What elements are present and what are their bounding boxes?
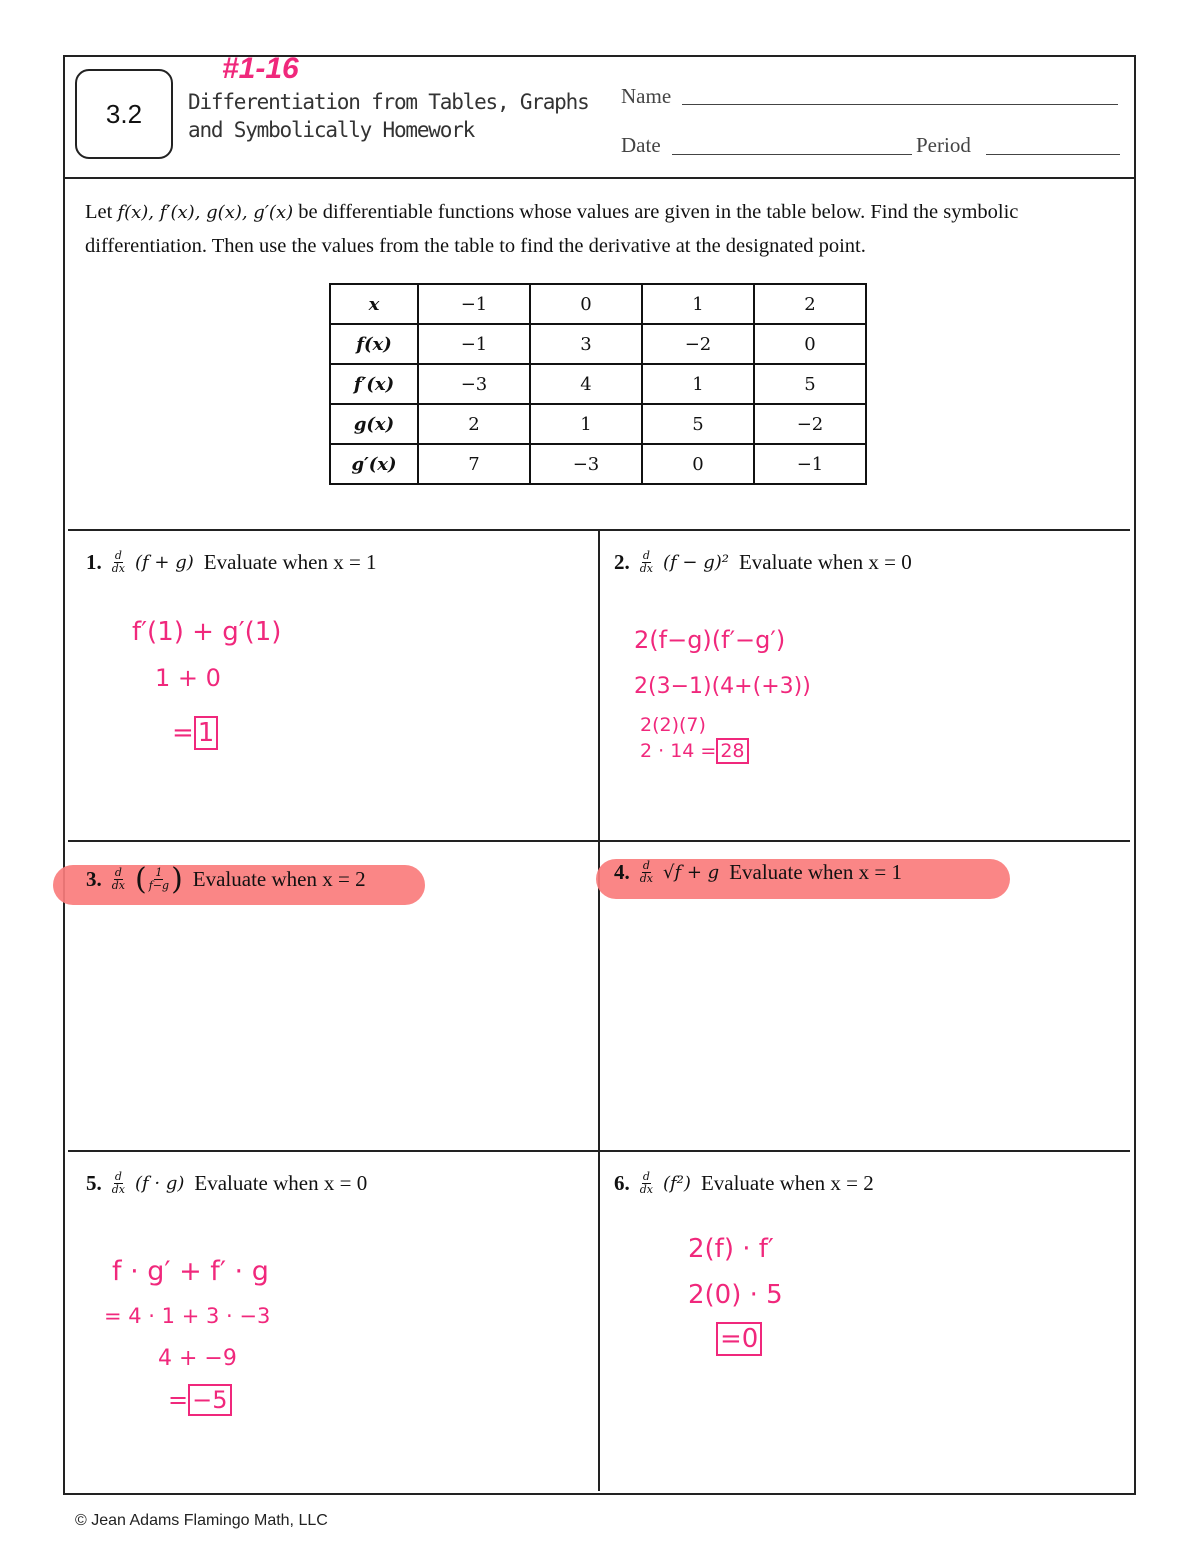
table-cell: −1 (418, 324, 530, 364)
work-line: f · g′ + f′ · g (112, 1256, 269, 1287)
problem-expression: (f + g) (135, 552, 194, 573)
problem-number: 2. (614, 550, 630, 574)
table-cell: 0 (642, 444, 754, 484)
work-line: = 1 (172, 718, 218, 748)
problem-3 (86, 862, 366, 897)
grid-line-vertical (598, 531, 600, 1491)
table-row (330, 444, 866, 484)
table-row (330, 284, 866, 324)
work-line: 4 + −9 (158, 1346, 237, 1371)
table-cell: 5 (754, 364, 866, 404)
problem-1 (86, 550, 377, 575)
intro-text-post: be differentiable functions whose values are given in the table below. Find the symbolic differentiation. Then use the values from the table to find the derivative at the designated point. (85, 201, 1019, 257)
table-cell: −1 (754, 444, 866, 484)
work-line: 2(3−1)(4+(+3)) (634, 674, 811, 699)
page-title (188, 88, 598, 144)
title-line-1: Differentiation from Tables, Graphs (188, 90, 589, 114)
title-line-2: and Symbolically Homework (188, 118, 475, 142)
period-label: Period (916, 133, 971, 157)
problem-4 (614, 860, 902, 885)
work-line: 2(2)(7) (640, 714, 706, 736)
assigned-problems-note: #1-16 (222, 52, 299, 85)
work-line: f′(1) + g′(1) (132, 617, 282, 647)
header-divider (63, 177, 1136, 179)
derivative-operator: $\frac{d}{dx}$ (111, 549, 125, 575)
work-line: 1 + 0 (155, 664, 221, 692)
derivative-operator: $\frac{d}{dx}$ (111, 866, 125, 892)
table-cell: −3 (418, 364, 530, 404)
answer-box: =0 (716, 1322, 762, 1356)
fraction-expression: $\frac{1}{f-g}$ (148, 866, 170, 892)
problem-number: 3. (86, 867, 102, 891)
name-label: Name (621, 84, 672, 108)
table-cell: −3 (530, 444, 642, 484)
problem-expression: (f · g) (135, 1173, 185, 1194)
table-cell: 2 (418, 404, 530, 444)
table-cell: −2 (754, 404, 866, 444)
intro-functions: f(x), f′(x), g(x), g′(x) (117, 202, 294, 223)
problem-expression: (f²) (663, 1173, 691, 1194)
work-line: 2 · 14 = 28 (640, 740, 749, 762)
evaluate-instruction: Evaluate when x = 2 (192, 867, 366, 891)
work-line: 2(f−g)(f′−g′) (634, 626, 786, 654)
table-cell: 5 (642, 404, 754, 444)
table-cell: −2 (642, 324, 754, 364)
work-line (716, 1324, 762, 1354)
section-number: 3.2 (75, 69, 173, 159)
derivative-operator: $\frac{d}{dx}$ (639, 1170, 653, 1196)
problem-number: 1. (86, 550, 102, 574)
problem-number: 6. (614, 1171, 630, 1195)
intro-text-pre: Let (85, 201, 118, 223)
table-cell: 3 (530, 324, 642, 364)
name-field[interactable] (682, 104, 1118, 105)
evaluate-instruction: Evaluate when x = 1 (729, 860, 902, 884)
problem-number: 5. (86, 1171, 102, 1195)
table-cell: 1 (642, 284, 754, 324)
values-table (329, 283, 867, 485)
problem-expression: √f + g (663, 862, 720, 883)
problem-expression: (f − g)² (663, 552, 729, 573)
problem-number: 4. (614, 860, 630, 884)
table-cell: 4 (530, 364, 642, 404)
table-row (330, 324, 866, 364)
table-row (330, 364, 866, 404)
work-line: 2(0) · 5 (688, 1280, 783, 1310)
evaluate-instruction: Evaluate when x = 0 (738, 550, 912, 574)
evaluate-instruction: Evaluate when x = 1 (203, 550, 377, 574)
work-line: 2(f) · f′ (688, 1234, 774, 1264)
table-cell: 1 (642, 364, 754, 404)
table-row (330, 404, 866, 444)
problem-2 (614, 550, 912, 575)
table-cell: 2 (754, 284, 866, 324)
instructions (85, 196, 1125, 262)
work-line: = 4 · 1 + 3 · −3 (104, 1304, 271, 1328)
evaluate-instruction: Evaluate when x = 0 (194, 1171, 368, 1195)
derivative-operator: $\frac{d}{dx}$ (639, 859, 653, 885)
row-header: x (330, 284, 418, 324)
problem-6 (614, 1171, 874, 1196)
date-label: Date (621, 133, 661, 157)
table-cell: 7 (418, 444, 530, 484)
derivative-operator: $\frac{d}{dx}$ (639, 549, 653, 575)
table-cell: −1 (418, 284, 530, 324)
evaluate-instruction: Evaluate when x = 2 (700, 1171, 874, 1195)
row-header: f′(x) (330, 364, 418, 404)
table-cell: 1 (530, 404, 642, 444)
paren-right: ) (171, 862, 183, 897)
row-header: g(x) (330, 404, 418, 444)
paren-left: ( (135, 862, 147, 897)
row-header: f(x) (330, 324, 418, 364)
table-cell: 0 (530, 284, 642, 324)
row-header: g′(x) (330, 444, 418, 484)
copyright-footer: © Jean Adams Flamingo Math, LLC (75, 1512, 328, 1529)
date-field[interactable] (672, 154, 912, 155)
derivative-operator: $\frac{d}{dx}$ (111, 1170, 125, 1196)
answer-box: 1 (194, 716, 219, 750)
answer-box: 28 (716, 738, 748, 764)
problem-5 (86, 1171, 367, 1196)
work-line: = −5 (168, 1386, 232, 1414)
period-field[interactable] (986, 154, 1120, 155)
table-cell: 0 (754, 324, 866, 364)
answer-box: −5 (188, 1384, 231, 1416)
